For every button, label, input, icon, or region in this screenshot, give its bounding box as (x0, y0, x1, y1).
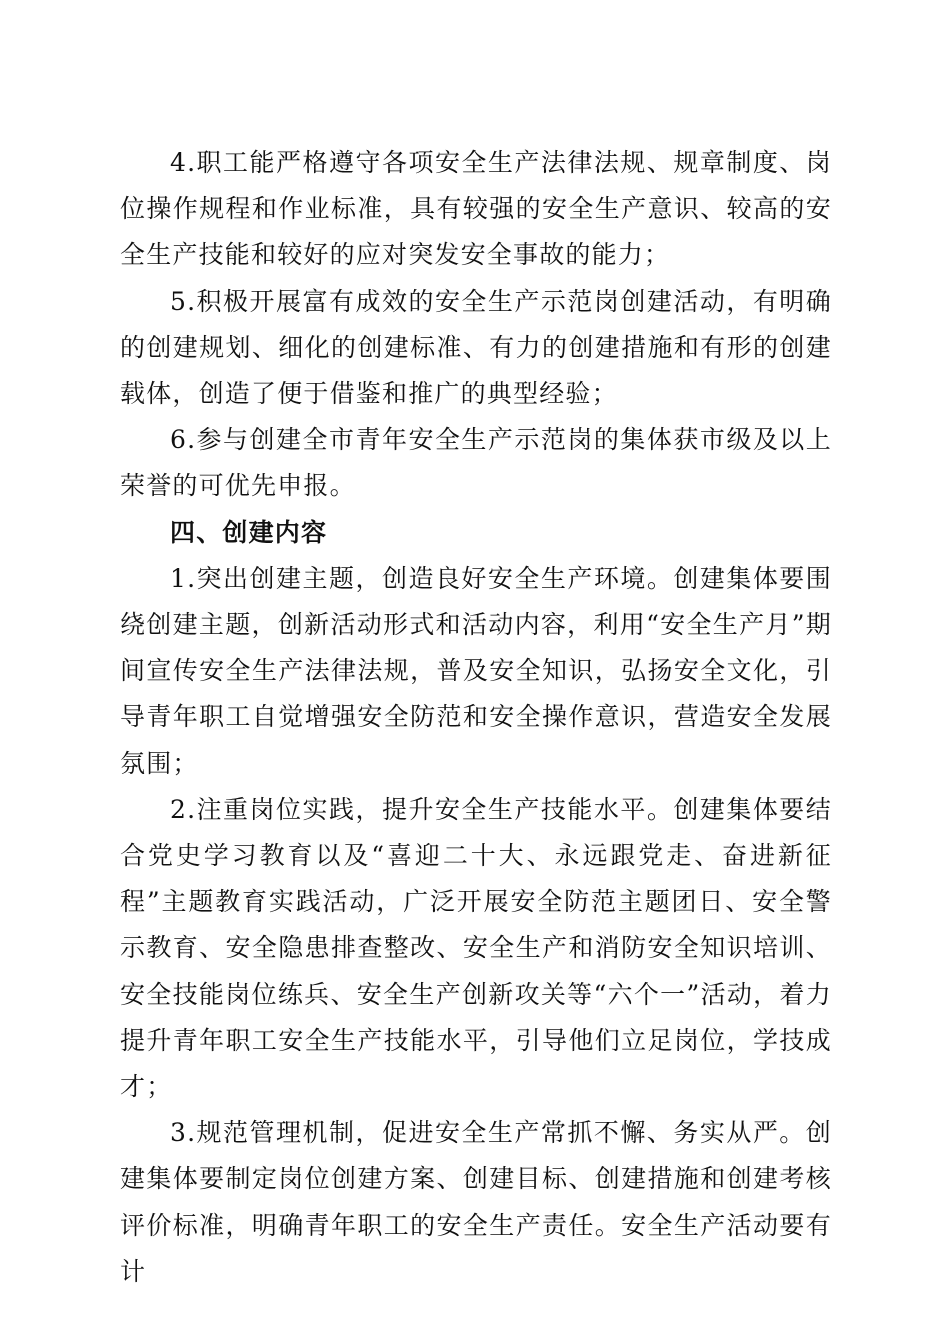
paragraph-item-6: 6.参与创建全市青年安全生产示范岗的集体获市级及以上荣誉的可优先申报。 (120, 425, 832, 501)
section-paragraph-2: 2.注重岗位实践，提升安全生产技能水平。创建集体要结合党史学习教育以及“喜迎二十大、永远跟党走、奋进新征程”主题教育实践活动，广泛开展安全防范主题团日、安全警示教育、安全隐患排查整改、安全生产和消防安全知识培训、安全技能岗位练兵、安全生产创新攻关等“六个一”活动，着力提升青年职工安全生产技能水平，引导他们立足岗位，学技成才； (120, 794, 832, 1102)
section-paragraph-3: 3.规范管理机制，促进安全生产常抓不懈、务实从严。创建集体要制定岗位创建方案、创建目标、创建措施和创建考核评价标准，明确青年职工的安全生产责任。安全生产活动要有计 (120, 1118, 832, 1286)
document-body (120, 140, 832, 1295)
paragraph-item-5: 5.积极开展富有成效的安全生产示范岗创建活动，有明确的创建规划、细化的创建标准、有力的创建措施和有形的创建载体，创造了便于借鉴和推广的典型经验； (120, 286, 832, 409)
section-paragraph-1: 1.突出创建主题，创造良好安全生产环境。创建集体要围绕创建主题，创新活动形式和活动内容，利用“安全生产月”期间宣传安全生产法律法规，普及安全知识，弘扬安全文化，引导青年职工自觉增强安全防范和安全操作意识，营造安全发展氛围； (120, 563, 832, 778)
paragraph-item-4: 4.职工能严格遵守各项安全生产法律法规、规章制度、岗位操作规程和作业标准，具有较强的安全生产意识、较高的安全生产技能和较好的应对突发安全事故的能力； (120, 148, 832, 270)
section-heading: 四、创建内容 (170, 517, 328, 547)
